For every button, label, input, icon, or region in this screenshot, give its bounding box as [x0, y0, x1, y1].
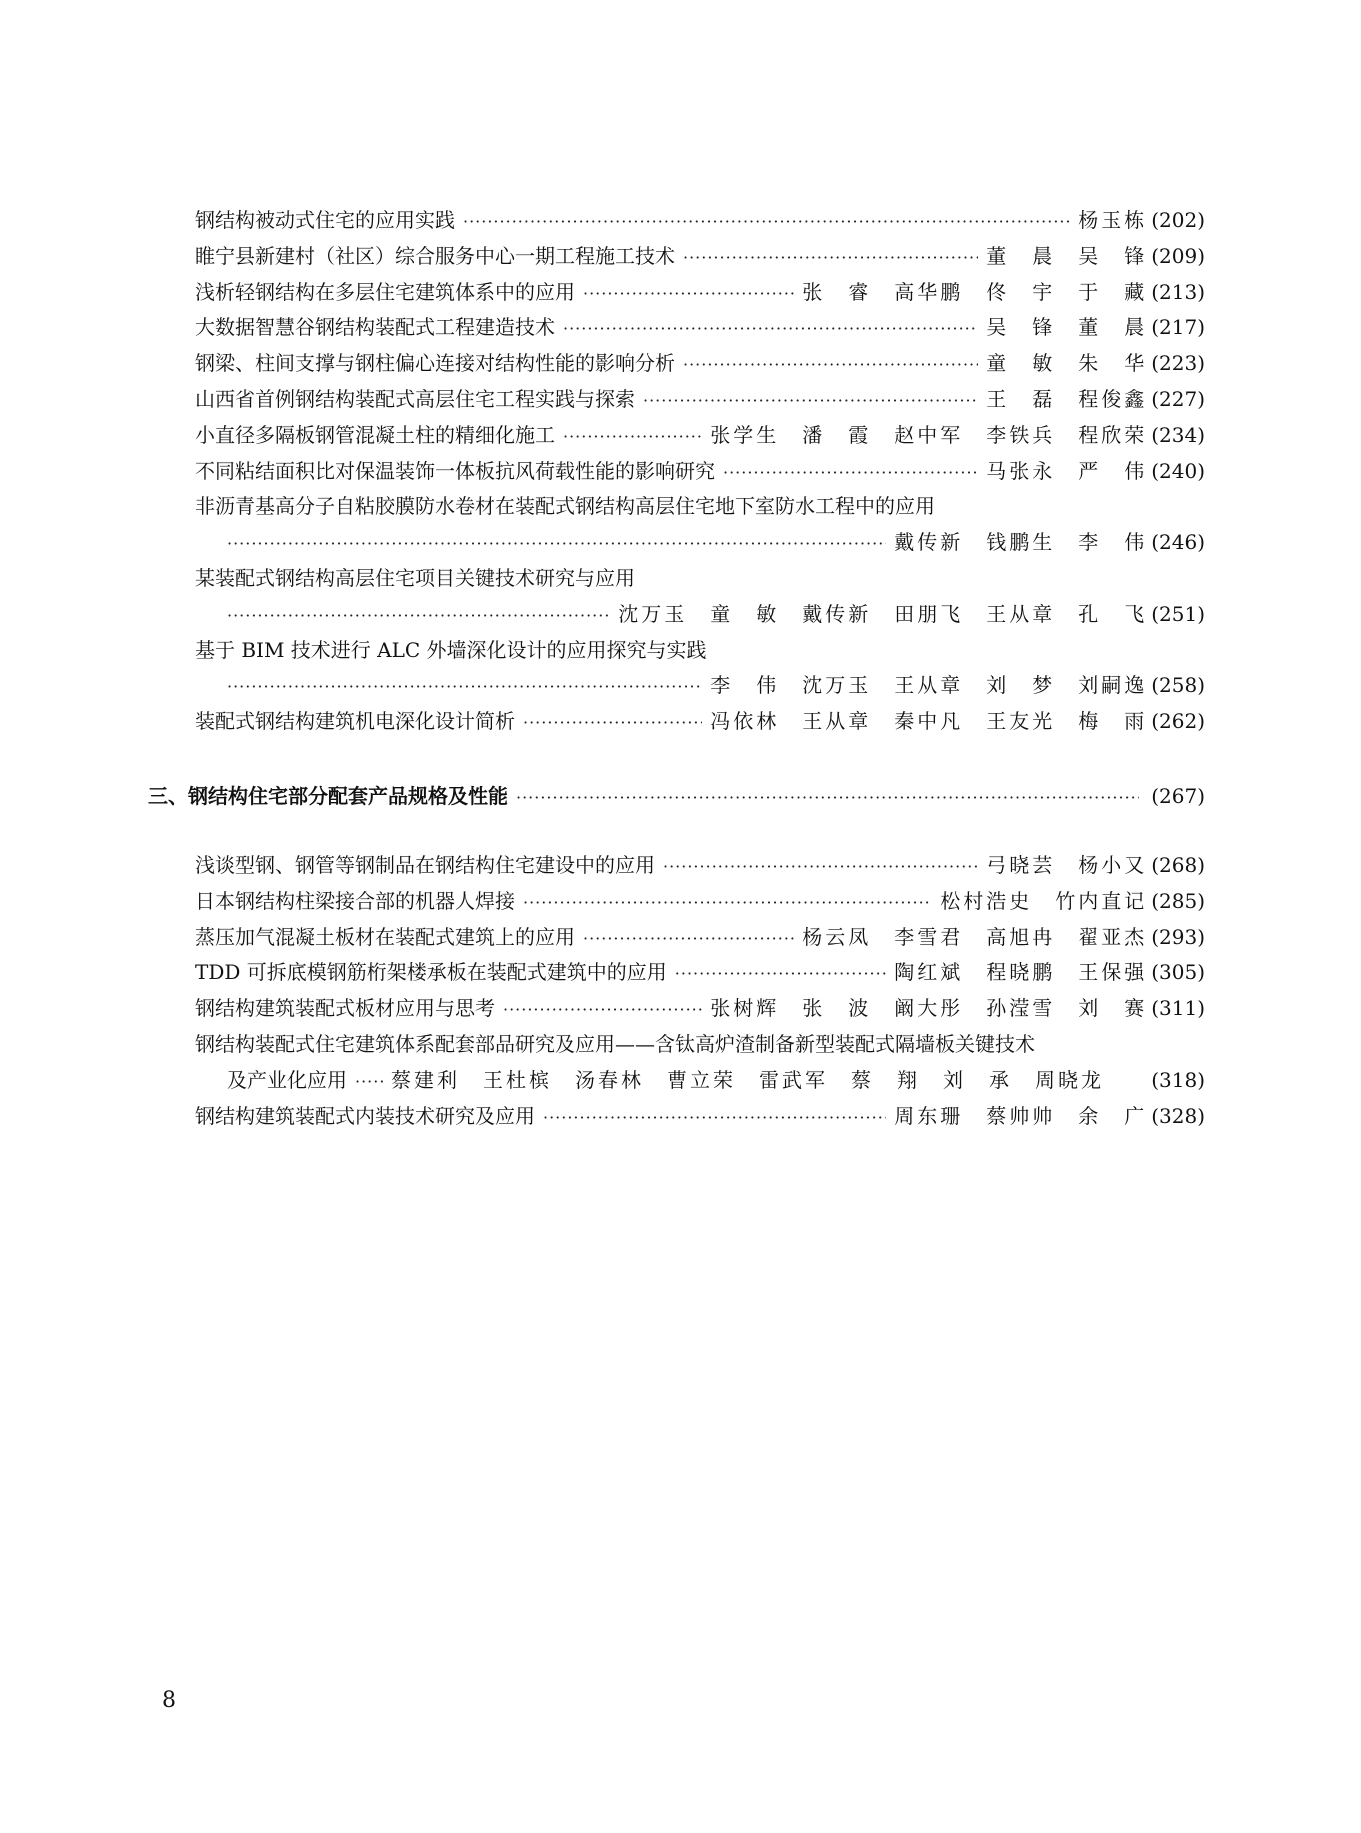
entry-title: 山西省首例钢结构装配式高层住宅工程实践与探索 [195, 386, 635, 411]
toc-entry[interactable] [195, 1099, 1205, 1135]
toc-group-c [195, 848, 1205, 1134]
toc-entry[interactable] [195, 704, 1205, 740]
entry-authors: 弓晓芸 杨小又 [986, 853, 1148, 877]
entry-title: 小直径多隔板钢管混凝土柱的精细化施工 [195, 422, 555, 447]
entry-page: (318) [1151, 1067, 1205, 1092]
entry-title: 浅析轻钢结构在多层住宅建筑体系中的应用 [195, 279, 575, 304]
toc-entry[interactable] [195, 991, 1205, 1027]
toc-entry[interactable] [195, 310, 1205, 346]
entry-page: (268) [1151, 853, 1205, 877]
entry-page: (227) [1151, 386, 1205, 411]
leader-dots [543, 1100, 886, 1136]
toc-entry[interactable] [195, 346, 1205, 382]
entry-page: (305) [1151, 960, 1205, 985]
page-number: 8 [162, 1688, 176, 1713]
entry-page: (311) [1151, 996, 1205, 1021]
leader-dots [463, 204, 1070, 240]
entry-page: (251) [1151, 601, 1205, 626]
entry-page: (234) [1151, 422, 1205, 447]
entry-authors: 沈万玉 童 敏 戴传新 田朋飞 王从章 孔 飞 [618, 601, 1148, 626]
entry-authors: 王 磊 程俊鑫 [986, 386, 1148, 411]
entry-page: (202) [1151, 208, 1205, 232]
leader-dots [227, 526, 886, 562]
entry-page: (258) [1151, 673, 1205, 698]
toc-entry[interactable] [195, 920, 1205, 956]
entry-page: (223) [1151, 351, 1205, 376]
toc-entry[interactable] [195, 955, 1205, 991]
toc-group-a [195, 203, 1205, 740]
toc-entry[interactable] [195, 382, 1205, 418]
toc-entry[interactable] [195, 418, 1205, 454]
leader-dots [663, 849, 978, 885]
entry-title: 大数据智慧谷钢结构装配式工程建造技术 [195, 315, 555, 340]
toc-entry-title-line[interactable]: 基于 BIM 技术进行 ALC 外墙深化设计的应用探究与实践 [195, 637, 707, 662]
entry-title: 睢宁县新建村（社区）综合服务中心一期工程施工技术 [195, 243, 675, 268]
toc-entry[interactable] [195, 848, 1205, 884]
entry-page: (213) [1151, 279, 1205, 304]
toc-entry[interactable] [195, 525, 1205, 561]
leader-dots [523, 705, 702, 741]
leader-dots [723, 455, 978, 491]
entry-title: 不同粘结面积比对保温装饰一体板抗风荷载性能的影响研究 [195, 458, 715, 483]
entry-authors: 周东珊 蔡帅帅 余 广 [894, 1103, 1148, 1128]
entry-page: (328) [1151, 1103, 1205, 1128]
entry-page: (262) [1151, 709, 1205, 734]
toc-entry[interactable] [195, 275, 1205, 311]
entry-authors: 张树辉 张 波 阚大彤 孙滢雪 刘 赛 [710, 996, 1148, 1021]
leader-dots [563, 419, 702, 455]
entry-page: (240) [1151, 458, 1205, 483]
leader-dots [683, 347, 978, 383]
entry-title: 钢结构建筑装配式板材应用与思考 [195, 996, 495, 1021]
toc-entry[interactable] [195, 454, 1205, 490]
toc-entry-title-line[interactable]: 非沥青基高分子自粘胶膜防水卷材在装配式钢结构高层住宅地下室防水工程中的应用 [195, 494, 935, 519]
entry-authors: 杨云凤 李雪君 高旭冉 翟亚杰 [802, 924, 1148, 949]
leader-dots [683, 240, 978, 276]
entry-title-continued: 及产业化应用 [227, 1067, 347, 1092]
entry-authors: 戴传新 钱鹏生 李 伟 [894, 530, 1148, 555]
entry-title: 钢结构被动式住宅的应用实践 [195, 208, 455, 232]
toc-entry[interactable] [195, 668, 1205, 704]
entry-authors: 杨玉栋 [1078, 208, 1148, 232]
entry-authors: 董 晨 吴 锋 [986, 243, 1148, 268]
entry-authors: 蔡建利 王杜槟 汤春林 曹立荣 雷武军 蔡 翔 刘 承 周晓龙 [391, 1067, 1104, 1092]
entry-title: 日本钢结构柱梁接合部的机器人焊接 [195, 888, 515, 913]
entry-page: (246) [1151, 530, 1205, 555]
leader-dots [643, 383, 978, 419]
toc-entry[interactable] [195, 1063, 1205, 1099]
entry-authors: 张 睿 高华鹏 佟 宇 于 藏 [802, 279, 1148, 304]
leader-dots [583, 276, 794, 312]
leader-dots [227, 669, 702, 705]
entry-authors: 马张永 严 伟 [986, 458, 1148, 483]
leader-dots [583, 921, 794, 957]
entry-authors: 张学生 潘 霞 赵中军 李铁兵 程欣荣 [710, 422, 1148, 447]
leader-dots [675, 956, 886, 992]
toc-entry-title-line[interactable]: 钢结构装配式住宅建筑体系配套部品研究及应用——含钛高炉渣制备新型装配式隔墙板关键技术 [195, 1031, 1035, 1056]
entry-page: (209) [1151, 243, 1205, 268]
entry-title: 钢结构建筑装配式内装技术研究及应用 [195, 1103, 535, 1128]
toc-entry[interactable] [195, 597, 1205, 633]
section-title: 三、钢结构住宅部分配套产品规格及性能 [148, 784, 508, 808]
leader-dots [523, 885, 932, 921]
leader-dots [503, 992, 702, 1028]
entry-authors: 童 敏 朱 华 [986, 351, 1148, 376]
entry-authors: 松村浩史 竹内直记 [940, 888, 1148, 913]
leader-dots [227, 598, 610, 634]
leader-dots [516, 779, 1139, 817]
toc-entry[interactable] [195, 239, 1205, 275]
leader-dots [355, 1064, 383, 1100]
entry-title: 浅谈型钢、钢管等钢制品在钢结构住宅建设中的应用 [195, 853, 655, 877]
entry-authors: 吴 锋 董 晨 [986, 315, 1148, 340]
leader-dots [563, 311, 978, 347]
entry-page: (285) [1151, 888, 1205, 913]
entry-title: TDD 可拆底模钢筋桁架楼承板在装配式建筑中的应用 [195, 960, 667, 985]
toc-entry[interactable] [195, 203, 1205, 239]
entry-title: 装配式钢结构建筑机电深化设计简析 [195, 709, 515, 734]
entry-authors: 李 伟 沈万玉 王从章 刘 梦 刘嗣逸 [710, 673, 1148, 698]
section-heading[interactable] [148, 777, 1205, 815]
entry-title: 钢梁、柱间支撑与钢柱偏心连接对结构性能的影响分析 [195, 351, 675, 376]
section-page: (267) [1151, 784, 1205, 808]
entry-page: (293) [1151, 924, 1205, 949]
toc-entry[interactable] [195, 884, 1205, 920]
entry-page: (217) [1151, 315, 1205, 340]
entry-authors: 冯依林 王从章 秦中凡 王友光 梅 雨 [710, 709, 1148, 734]
entry-title: 蒸压加气混凝土板材在装配式建筑上的应用 [195, 924, 575, 949]
entry-authors: 陶红斌 程晓鹏 王保强 [894, 960, 1148, 985]
toc-entry-title-line[interactable]: 某装配式钢结构高层住宅项目关键技术研究与应用 [195, 565, 635, 590]
